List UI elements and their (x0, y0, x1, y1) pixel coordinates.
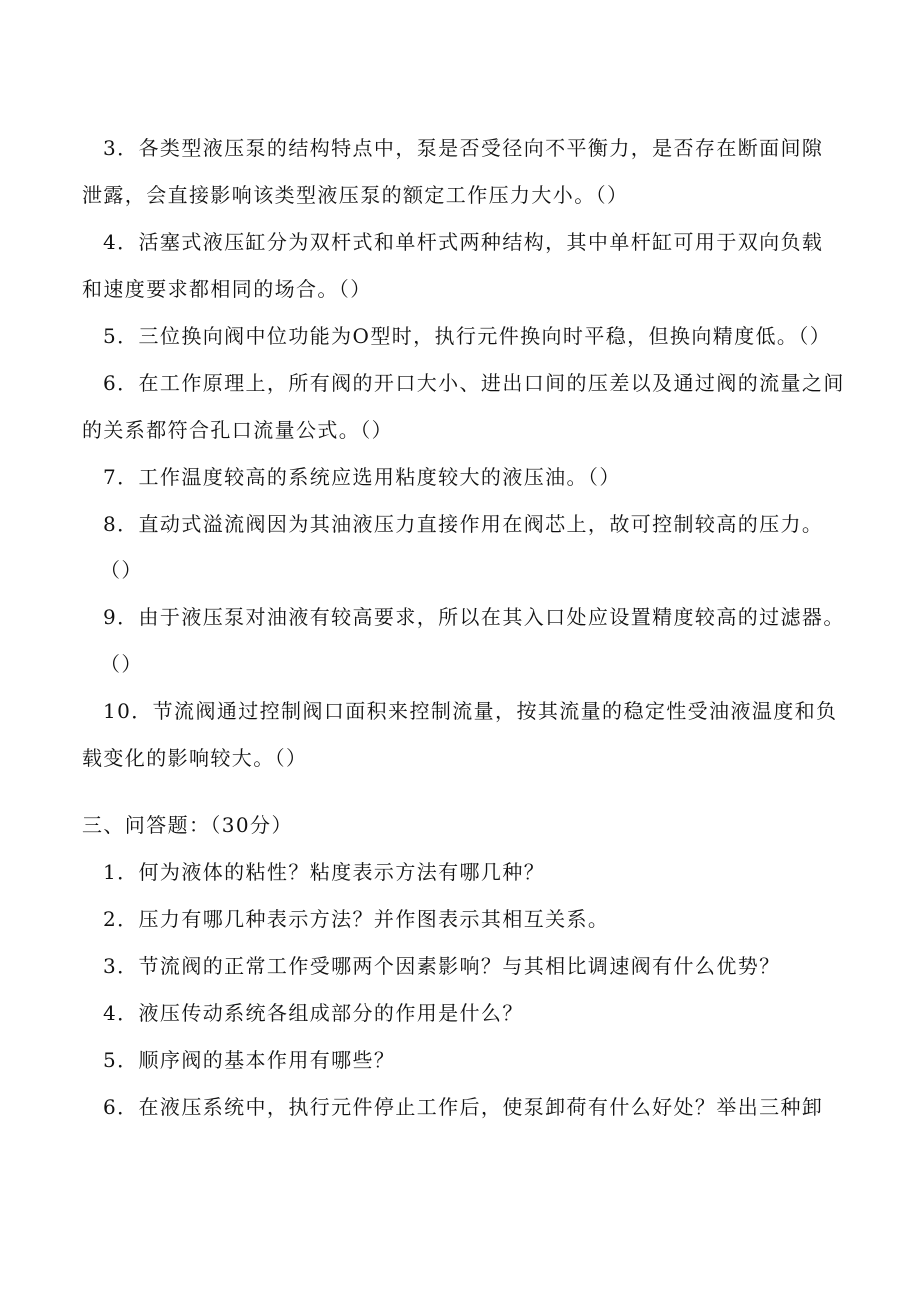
qa-question-6: 6．在液压系统中，执行元件停止工作后，使泵卸荷有什么好处？举出三种卸 (103, 1095, 824, 1119)
judgment-item-8-line-2: （） (100, 558, 143, 582)
judgment-item-9-line-2: （） (100, 652, 143, 676)
judgment-item-4-line-1: 4．活塞式液压缸分为双杆式和单杆式两种结构，其中单杆缸可用于双向负载 (103, 230, 824, 254)
judgment-item-10-line-2: 载变化的影响较大。（） (82, 746, 308, 770)
judgment-item-10-line-1: 10．节流阀通过控制阀口面积来控制流量，按其流量的稳定性受油液温度和负 (103, 699, 838, 723)
judgment-item-6-line-1: 6．在工作原理上，所有阀的开口大小、进出口间的压差以及通过阀的流量之间 (103, 371, 845, 395)
judgment-item-3-line-2: 泄露，会直接影响该类型液压泵的额定工作压力大小。（） (82, 183, 629, 207)
qa-question-1: 1．何为液体的粘性？粘度表示方法有哪几种？ (103, 860, 546, 884)
judgment-item-8-line-1: 8．直动式溢流阀因为其油液压力直接作用在阀芯上，故可控制较高的压力。 (103, 512, 824, 536)
judgment-item-6-line-2: 的关系都符合孔口流量公式。（） (82, 418, 393, 442)
qa-question-3: 3．节流阀的正常工作受哪两个因素影响？与其相比调速阀有什么优势？ (103, 954, 781, 978)
section-heading: 三、问答题：（30分） (82, 813, 293, 837)
judgment-item-4-line-2: 和速度要求都相同的场合。（） (82, 277, 372, 301)
judgment-item-9-line-1: 9．由于液压泵对油液有较高要求，所以在其入口处应设置精度较高的过滤器。 (103, 605, 845, 629)
qa-question-4: 4．液压传动系统各组成部分的作用是什么？ (103, 1001, 524, 1025)
qa-question-5: 5．顺序阀的基本作用有哪些？ (103, 1048, 396, 1072)
judgment-item-3-line-1: 3．各类型液压泵的结构特点中，泵是否受径向不平衡力，是否存在断面间隙 (103, 136, 824, 160)
judgment-item-5-line-1: 5．三位换向阀中位功能为O型时，执行元件换向时平稳，但换向精度低。（） (103, 324, 832, 348)
judgment-item-7-line-1: 7．工作温度较高的系统应选用粘度较大的液压油。（） (103, 465, 621, 489)
qa-question-2: 2．压力有哪几种表示方法？并作图表示其相互关系。 (103, 907, 610, 931)
